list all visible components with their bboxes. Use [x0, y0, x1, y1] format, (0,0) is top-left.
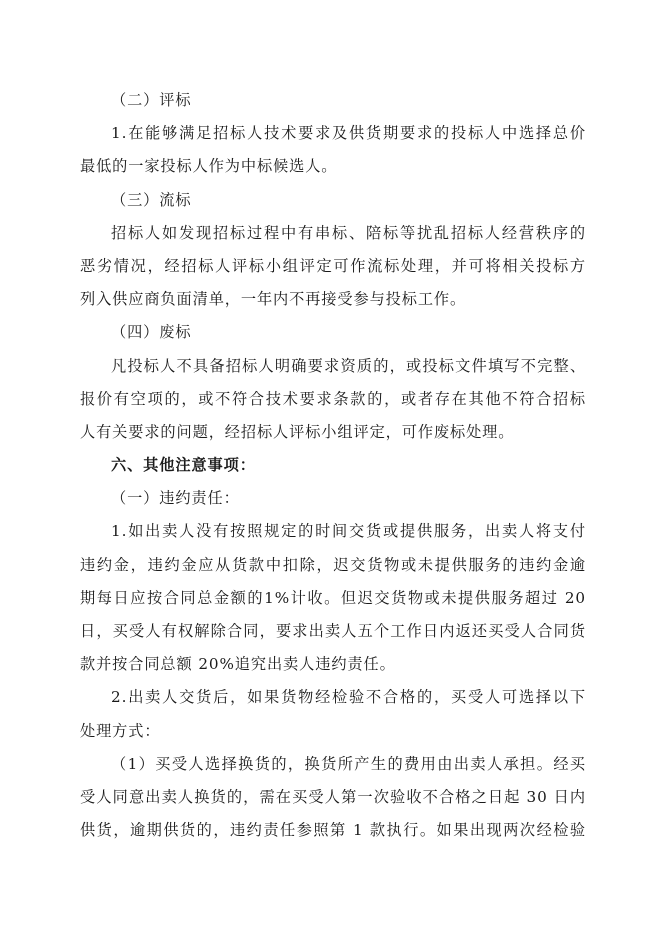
paragraph-line: 最低的一家投标人作为中标候选人。	[80, 157, 338, 176]
paragraph-line: 凡投标人不具备招标人明确要求资质的，或投标文件填写不完整、	[111, 356, 586, 375]
paragraph-line: 期每日应按合同总金额的1%计收。但迟交货物或未提供服务超过 20	[80, 588, 586, 607]
subheading-failed-bid: （三）流标	[111, 190, 192, 209]
paragraph-line: 处理方式：	[80, 721, 161, 740]
subheading-invalid-bid: （四）废标	[111, 323, 192, 342]
paragraph-line: 招标人如发现招标过程中有串标、陪标等扰乱招标人经营秩序的	[111, 223, 586, 242]
paragraph-line: 恶劣情况，经招标人评标小组评定可作流标处理，并可将相关投标方	[80, 256, 586, 275]
document-page	[80, 84, 586, 847]
paragraph-line: 供货，逾期供货的，违约责任参照第 1 款执行。如果出现两次经检验	[80, 821, 586, 840]
paragraph-line: 违约金，违约金应从货款中扣除，迟交货物或未提供服务的违约金逾	[80, 555, 586, 574]
subheading-breach-liability: （一）违约责任：	[111, 489, 240, 508]
paragraph-line: （1）买受人选择换货的，换货所产生的费用由出卖人承担。经买	[111, 754, 586, 773]
section-heading-other-notes: 六、其他注意事项：	[111, 456, 256, 475]
paragraph-line: 受人同意出卖人换货的，需在买受人第一次验收不合格之日起 30 日内	[80, 787, 586, 806]
paragraph-line: 列入供应商负面清单，一年内不再接受参与投标工作。	[80, 290, 467, 309]
paragraph-line: 1.在能够满足招标人技术要求及供货期要求的投标人中选择总价	[111, 124, 586, 143]
paragraph-line: 1.如出卖人没有按照规定的时间交货或提供服务，出卖人将支付	[111, 522, 586, 541]
paragraph-line: 款并按合同总额 20%追究出卖人违约责任。	[80, 655, 396, 674]
paragraph-line: 报价有空项的，或不符合技术要求条款的，或者存在其他不符合招标	[80, 389, 586, 408]
paragraph-line: 2.出卖人交货后，如果货物经检验不合格的，买受人可选择以下	[111, 688, 586, 707]
paragraph-line: 人有关要求的问题，经招标人评标小组评定，可作废标处理。	[80, 422, 515, 441]
paragraph-line: 日，买受人有权解除合同，要求出卖人五个工作日内返还买受人合同货	[80, 622, 586, 640]
subheading-evaluation: （二）评标	[111, 91, 192, 109]
